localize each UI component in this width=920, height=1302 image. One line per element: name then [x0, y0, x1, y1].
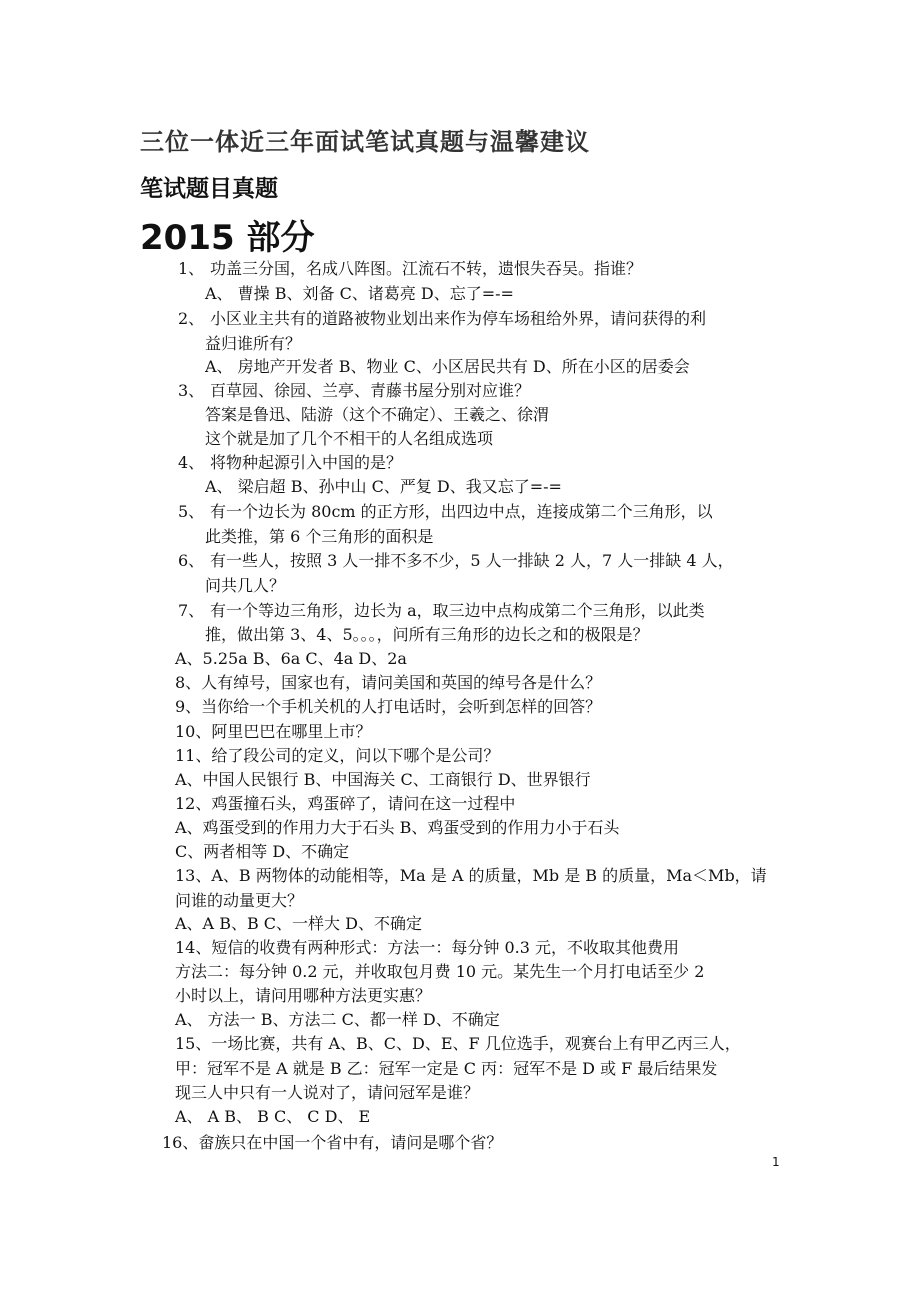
line-text: C、两者相等 D、不确定: [175, 842, 350, 861]
question-number: 2、: [178, 309, 205, 328]
line-text: 推，做出第 3、4、5。。。，问所有三角形的边长之和的极限是？: [205, 625, 649, 644]
text-line: [175, 1082, 479, 1104]
text-line: [175, 696, 601, 718]
line-text: 11、给了段公司的定义，问以下哪个是公司？: [175, 746, 500, 765]
line-text: 这个就是加了几个不相干的人名组成选项: [205, 429, 494, 448]
line-text: A、5.25a B、6a C、4a D、2a: [175, 649, 407, 668]
question-number: 5、: [178, 502, 205, 521]
question-number: 7、: [178, 601, 205, 620]
line-text: 小时以上，请问用哪种方法更实惠？: [175, 986, 432, 1005]
document-title: 三位一体近三年面试笔试真题与温馨建议: [140, 128, 590, 156]
page-number: 1: [772, 1155, 780, 1169]
line-text: 现三人中只有一人说对了，请问冠军是谁？: [175, 1083, 480, 1102]
line-text: 方法二：每分钟 0.2 元，并收取包月费 10 元。某先生一个月打电话至少 2: [175, 962, 705, 981]
line-text: 12、鸡蛋撞石头，鸡蛋碎了，请问在这一过程中: [175, 794, 516, 813]
text-line: [175, 913, 422, 935]
text-line: [175, 865, 767, 887]
text-line: [205, 283, 514, 305]
text-line: [175, 648, 407, 670]
question-text: 功盖三分国，名成八阵图。江流石不转，遗恨失吞吴。指谁？: [210, 259, 643, 278]
line-text: A、中国人民银行 B、中国海关 C、工商银行 D、世界银行: [175, 770, 591, 789]
text-line: [205, 404, 549, 426]
text-line: [175, 890, 303, 912]
text-line: [178, 600, 705, 622]
text-line: [175, 985, 431, 1007]
question-text: 有一个边长为 80cm 的正方形，出四边中点，连接成第二个三角形，以: [210, 502, 713, 521]
line-text: 14、短信的收费有两种形式：方法一：每分钟 0.3 元，不收取其他费用: [175, 938, 679, 957]
text-line: [175, 793, 515, 815]
line-text: A、 梁启超 B、孙中山 C、严复 D、我又忘了=-=: [205, 477, 562, 496]
text-line: [205, 428, 493, 450]
text-line: [175, 961, 704, 983]
line-text: A、 曹操 B、刘备 C、诸葛亮 D、忘了=-=: [205, 284, 514, 303]
year-heading: 2015 部分: [140, 218, 315, 258]
line-text: A、 A B、 B C、 C D、 E: [175, 1107, 371, 1126]
question-text: 将物种起源引入中国的是？: [210, 453, 403, 472]
line-text: A、 方法一 B、方法二 C、都一样 D、不确定: [175, 1010, 500, 1029]
line-text: 益归谁所有？: [205, 334, 302, 353]
question-text: 小区业主共有的道路被物业划出来作为停车场租给外界，请问获得的利: [210, 309, 707, 328]
text-line: [205, 333, 301, 355]
line-text: A、A B、B C、一样大 D、不确定: [175, 914, 422, 933]
text-line: [205, 476, 562, 498]
text-line: [205, 526, 433, 548]
line-text: 16、畲族只在中国一个省中有，请问是哪个省？: [162, 1133, 503, 1152]
text-line: [178, 550, 734, 572]
question-number: 1、: [178, 259, 205, 278]
line-text: 答案是鲁迅、陆游（这个不确定）、王羲之、徐渭: [205, 405, 550, 424]
text-line: [175, 1106, 370, 1128]
text-line: [175, 672, 601, 694]
text-line: [175, 817, 619, 839]
line-text: A、 房地产开发者 B、物业 C、小区居民共有 D、所在小区的居委会: [205, 357, 690, 376]
line-text: 15、一场比赛，共有 A、B、C、D、E、F 几位选手，观赛台上有甲乙丙三人，: [175, 1034, 741, 1053]
line-text: 8、人有绰号，国家也有，请问美国和英国的绰号各是什么？: [175, 673, 602, 692]
line-text: 13、A、B 两物体的动能相等，Ma 是 A 的质量，Mb 是 B 的质量，Ma＜Mb，请: [175, 866, 767, 885]
line-text: 9、当你给一个手机关机的人打电话时，会听到怎样的回答？: [175, 697, 602, 716]
text-line: [175, 1009, 500, 1031]
line-text: 此类推，第 6 个三角形的面积是: [205, 527, 434, 546]
question-text: 百草园、徐园、兰亭、青藤书屋分别对应谁？: [210, 381, 531, 400]
text-line: [175, 841, 349, 863]
text-line: [205, 624, 649, 646]
text-line: [175, 721, 371, 743]
question-number: 3、: [178, 381, 205, 400]
text-line: [178, 452, 402, 474]
text-line: [178, 258, 642, 280]
text-line: [175, 769, 591, 791]
text-line: [178, 308, 706, 330]
text-line: [178, 501, 713, 523]
text-line: [175, 745, 499, 767]
section-heading: 笔试题目真题: [140, 176, 278, 202]
text-line: [175, 1058, 717, 1080]
line-text: A、鸡蛋受到的作用力大于石头 B、鸡蛋受到的作用力小于石头: [175, 818, 620, 837]
question-text: 有一些人，按照 3 人一排不多不少，5 人一排缺 2 人，7 人一排缺 4 人，: [210, 551, 734, 570]
line-text: 问谁的动量更大？: [175, 891, 304, 910]
text-line: [205, 575, 285, 597]
line-text: 甲：冠军不是 A 就是 B 乙：冠军一定是 C 丙：冠军不是 D 或 F 最后结果发: [175, 1059, 718, 1078]
text-line: [175, 1033, 741, 1055]
line-text: 10、阿里巴巴在哪里上市？: [175, 722, 372, 741]
text-line: [178, 380, 530, 402]
question-number: 4、: [178, 453, 205, 472]
text-line: [175, 937, 679, 959]
question-text: 有一个等边三角形，边长为 a，取三边中点构成第二个三角形，以此类: [210, 601, 705, 620]
line-text: 问共几人？: [205, 576, 286, 595]
question-number: 6、: [178, 551, 205, 570]
text-line: [162, 1132, 502, 1154]
text-line: [205, 356, 690, 378]
